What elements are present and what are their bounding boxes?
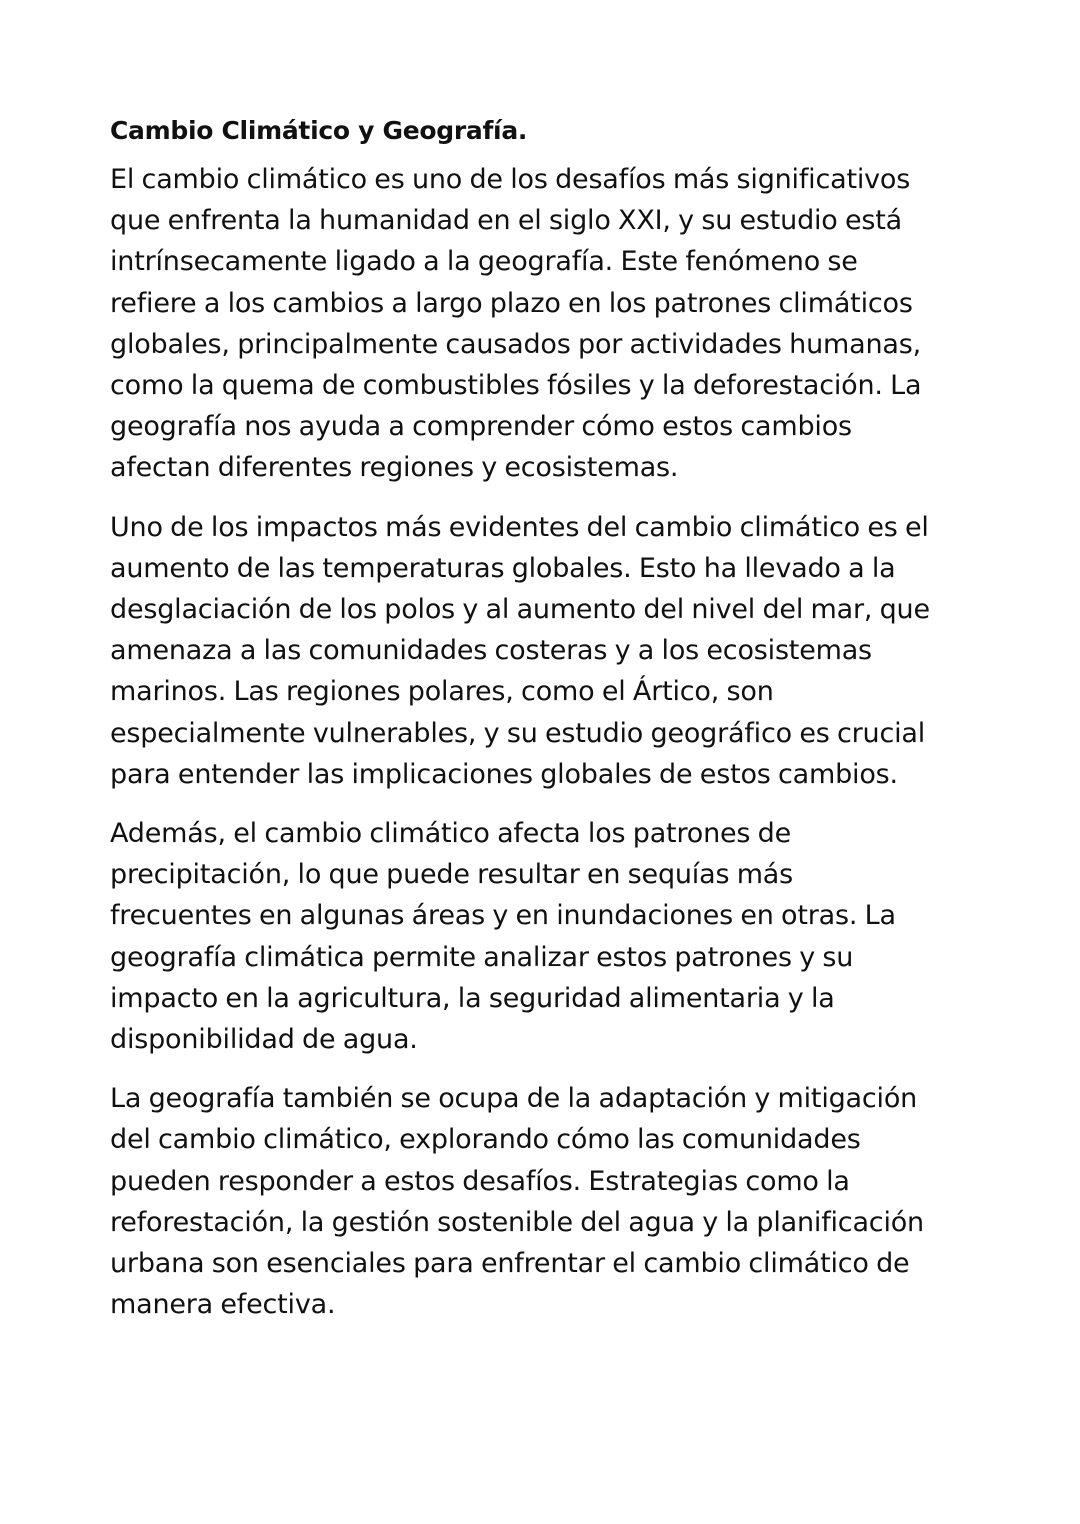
paragraph-3: Además, el cambio climático afecta los patrones de precipitación, lo que puede resultar en sequías más frecuentes en algunas áreas y en inundaciones en otras. La geografía climática permite analizar estos patrones y su impacto en la agricultura, la seguridad alimentaria y la disponibilidad de agua. — [110, 818, 896, 1056]
document-page — [110, 110, 940, 1343]
paragraph-2: Uno de los impactos más evidentes del cambio climático es el aumento de las temperaturas globales. Esto ha llevado a la desglaciación de los polos y al aumento del nivel del mar, que amenaza a las comunidades costeras y a los ecosistemas marinos. Las regiones polares, como el Ártico, son especialmente vulnerables, y su estudio geográfico es crucial para entender las implicaciones globales de estos cambios. — [110, 511, 930, 790]
paragraph-4: La geografía también se ocupa de la adaptación y mitigación del cambio climático, explorando cómo las comunidades pueden responder a estos desafíos. Estrategias como la reforestación, la gestión sostenible del agua y la planificación urbana son esenciales para enfrentar el cambio climático de manera efectiva. — [110, 1083, 924, 1321]
paragraph-1: El cambio climático es uno de los desafíos más significativos que enfrenta la humanidad en el siglo XXI, y su estudio está intrínsecamente ligado a la geografía. Este fenómeno se refiere a los cambios a largo plazo en los patrones climáticos globales, principalmente causados por actividades humanas, como la quema de combustibles fósiles y la deforestación. La geografía nos ayuda a comprender cómo estos cambios afectan diferentes regiones y ecosistemas. — [110, 164, 922, 484]
document-title: Cambio Climático y Geografía. — [110, 116, 528, 145]
